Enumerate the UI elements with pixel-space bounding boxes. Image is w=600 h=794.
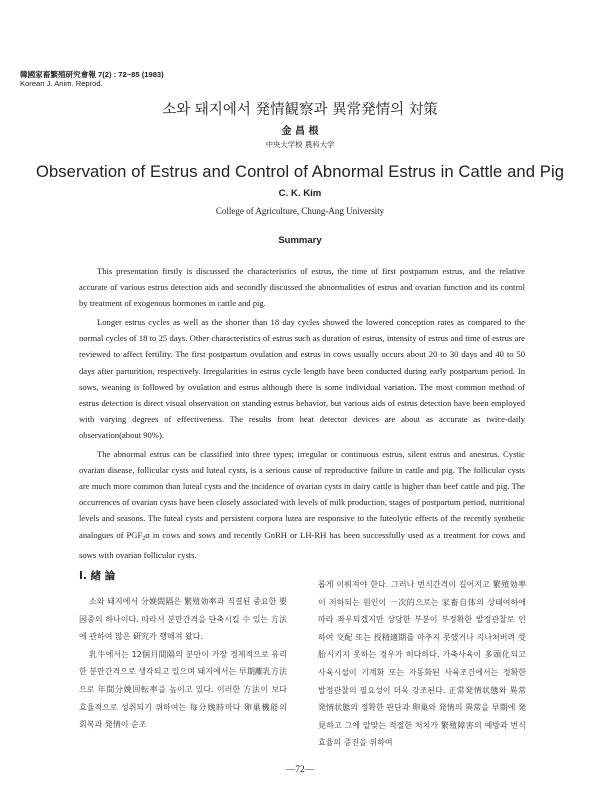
- summary-abstract: [79, 263, 525, 566]
- section-heading-introduction: I. 緖 論: [79, 570, 116, 582]
- body-column-right: [318, 576, 526, 752]
- summary-paragraph-3-text-a: The abnormal estrus can be classified into three types; irregular or continuous estrus, silent estrus and anestrus. Cystic ovarian disease, follicular cysts and luteal cysts, is a serious cause of reproductive failure in cattle and pig. The follicular cysts are much more common than luteal cysts and the incidence of ovarian cysts in dairy cattle is higher than beef cattle and pig. The occurrences of ovarian cysts have been closely associated with levels of milk production, stages of postpartum period, nutritional levels and seasons. The luteal cysts and persistent corpora lutea are responsive to the luteolytic effects of the recently synthetic analogues of PGF: [79, 449, 525, 540]
- summary-paragraph-3-text-b: in cows and sows and recently GnRH or LH-RH has been successfully used as a treatment for cows and sows with ovarian follicular cysts.: [79, 529, 525, 560]
- summary-heading: Summary: [278, 235, 322, 246]
- left-paragraph-1: 소와 돼지에서 分娩間隔은 繁殖効率과 직결된 중요한 要因중의 하나이다. 따라서 분만간격을 단축시킬 수 있는 方法에 관하여 많은 硏究가 행해져 왔다.: [79, 597, 287, 642]
- english-affiliation: College of Agriculture, Chung-Ang University: [215, 206, 385, 216]
- journal-citation-line1: 韓國家畜繁殖研究會報 7(2) : 72~85 (1983): [20, 70, 164, 79]
- summary-paragraph-2: Longer estrus cycles as well as the shorter than 18 day cycles showed the lowered conception rates as compared to the normal cycles of 18 to 25 days. Other characteristics of estrus such as duration of estrus, intensity of estrus and time of estrus are reviewed to affect fertility. The first postpartum ovulation and estrus in cows usually occurs about 20 to 30 days and 40 to 50 days after parturition, respectively. Irregularities in estrus cycle length have been conducted during early postpartum period. In sows, weaning is followed by ovulation and estrus although there is some individual variation. The most common method of estrus detection is direct visual observation on standing estrus behavior, but various aids of estrus detection have been employed with varying degrees of effectiveness. The results from heat detector devices are about as accurate as twice-daily observation(about 90%).: [79, 317, 525, 440]
- right-paragraph-1: 롭게 이뤄져야 한다. 그러나 번식간격이 길어지고 繁殖効率이 저하되는 원인이 一次的으로는 家畜自体의 상태여하에 따라 좌우되겠지만 상당한 부분이 부정확한 발정관찰로 인하여 交配 또는 授精適期를 마추지 못했거나 지나쳐버려 受胎시키지 못하는 경우가 허다하다. 가축사육이 多頭化되고 사육시설이 기계화 또는 자동화된 사육조건에서는 정확한 발정관찰의 필요성이 더욱 강조된다. 正常発情状態와 異常発情状態의 정확한 판단과 卵巢와 発情의 異常을 早期에 発見하고 그에 알맞는 적절한 처치가 繁殖障害의 예방과 번식효율의 증진을 위하여: [318, 580, 526, 748]
- journal-citation: [20, 70, 164, 88]
- left-paragraph-2: 乳牛에서는 12個月間隔의 분만이 가장 경제적으로 유리한 분만간격으로 생각되고 있으며 돼지에서는 早期離乳方法으로 年間分娩回転率을 높이고 있다. 이러한 方法이 보다 효율적으로 성취되기 위하여는 每分娩時마다 卵巢機能의 회복과 発情이 순조: [79, 649, 287, 730]
- summary-paragraph-3: [79, 446, 525, 563]
- journal-citation-line2: Korean J. Anim. Reprod.: [20, 79, 103, 88]
- summary-subscript: 2: [142, 535, 146, 542]
- summary-paragraph-1: This presentation firstly is discussed the characteristics of estrus, the time of first postpartum estrus, and the relative accurate of various estrus detection aids and secondly discussed the abnormalities of estrus and ovarian function and its control by treatment of exogenous hormones in cattle and pig.: [79, 266, 525, 309]
- english-title: Observation of Estrus and Control of Abnormal Estrus in Cattle and Pig: [35, 162, 565, 181]
- summary-alpha: α: [145, 529, 150, 540]
- page-number: —72—: [285, 765, 315, 775]
- korean-affiliation: 中央大学校 農科大学: [265, 140, 335, 149]
- body-column-left: [79, 593, 287, 734]
- korean-author: 金 昌 根: [281, 126, 319, 137]
- english-author: C. K. Kim: [278, 188, 322, 199]
- korean-title: 소와 돼지에서 発情観察과 異常発情의 対策: [162, 102, 438, 118]
